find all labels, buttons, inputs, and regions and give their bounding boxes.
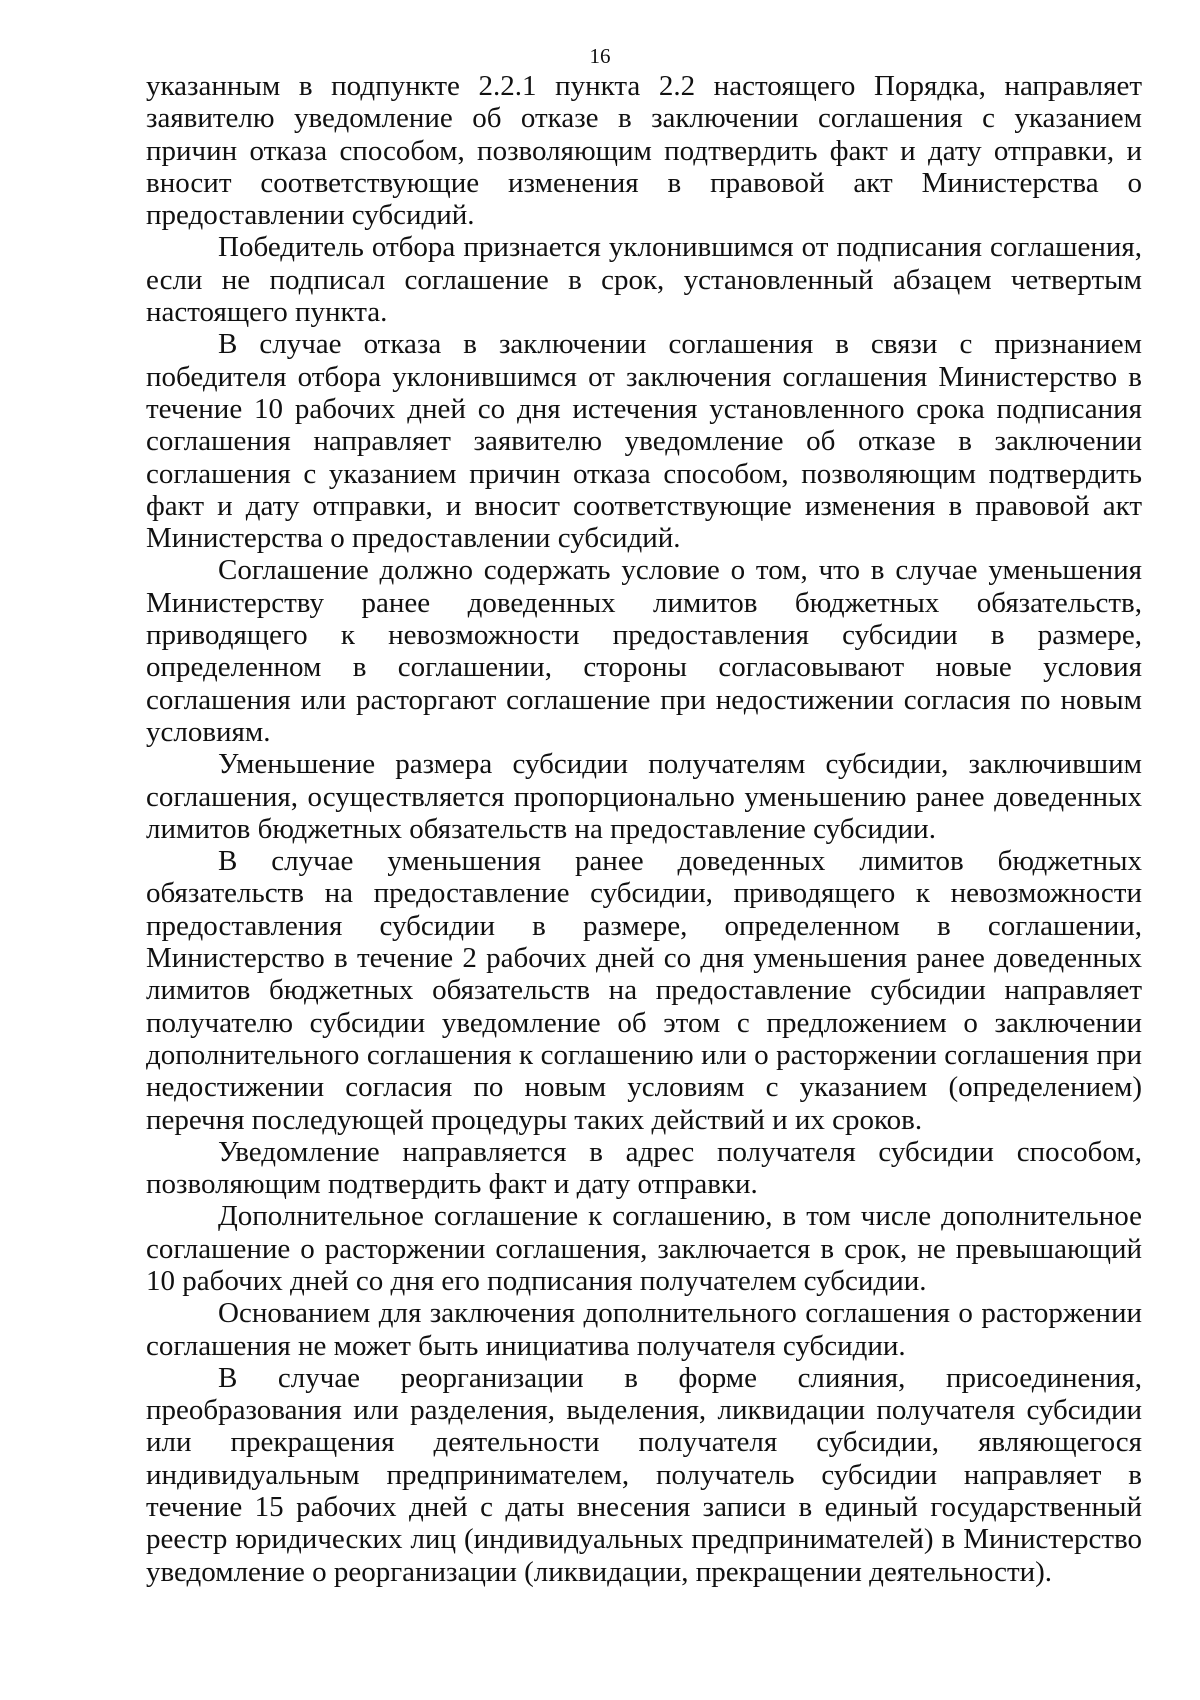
paragraph-notification-delivery: Уведомление направляется в адрес получателя субсидии способом, позволяющим подтвердить факт и дату отправки. — [146, 1135, 1142, 1201]
paragraph-winner-evasion: Победитель отбора признается уклонившимся от подписания соглашения, если не подписал соглашение в срок, установленный абзацем четвертым настоящего пункта. — [146, 231, 1142, 329]
paragraph-continuation: указанным в подпункте 2.2.1 пункта 2.2 настоящего Порядка, направляет заявителю уведомление об отказе в заключении соглашения с указанием причин отказа способом, позволяющим подтвердить факт и дату отправки, и вносит соответствующие изменения в правовой акт Министерства о предоставлении субсидий. — [146, 70, 1142, 232]
paragraph-reorganization: В случае реорганизации в форме слияния, присоединения, преобразования или разделения, выделения, ликвидации получателя субсидии или прекращения деятельности получателя субсидии, являющегося индивидуальным предпринимателем, получатель субсидии направляет в течение 15 рабочих дней с даты внесения записи в единый государственный реестр юридических лиц (индивидуальных предпринимателей) в Министерство уведомление о реорганизации (ликвидации, прекращении деятельности). — [146, 1361, 1142, 1588]
paragraph-agreement-condition: Соглашение должно содержать условие о том, что в случае уменьшения Министерству ранее доведенных лимитов бюджетных обязательств, приводящего к невозможности предоставления субсидии в размере, определенном в соглашении, стороны согласовывают новые условия соглашения или расторгают соглашение при недостижении согласия по новым условиям. — [146, 554, 1142, 748]
paragraph-refusal-notice: В случае отказа в заключении соглашения в связи с признанием победителя отбора уклонившимся от заключения соглашения Министерство в течение 10 рабочих дней со дня истечения установленного срока подписания соглашения направляет заявителю уведомление об отказе в заключении соглашения с указанием причин отказа способом, позволяющим подтвердить факт и дату отправки, и вносит соответствующие изменения в правовой акт Министерства о предоставлении субсидий. — [146, 328, 1142, 555]
paragraph-subsidy-reduction: Уменьшение размера субсидии получателям субсидии, заключившим соглашения, осуществляется пропорционально уменьшению ранее доведенных лимитов бюджетных обязательств на предоставление субсидии. — [146, 748, 1142, 845]
paragraph-additional-agreement: Дополнительное соглашение к соглашению, в том числе дополнительное соглашение о расторжении соглашения, заключается в срок, не превышающий 10 рабочих дней со дня его подписания получателем субсидии. — [146, 1200, 1142, 1297]
paragraph-termination-grounds: Основанием для заключения дополнительного соглашения о расторжении соглашения не может быть инициатива получателя субсидии. — [146, 1297, 1142, 1362]
paragraph-limits-reduction: В случае уменьшения ранее доведенных лимитов бюджетных обязательств на предоставление субсидии, приводящего к невозможности предоставления субсидии в размере, определенном в соглашении, Министерство в течение 2 рабочих дней со дня уменьшения ранее доведенных лимитов бюджетных обязательств на предоставление субсидии направляет получателю субсидии уведомление об этом с предложением о заключении дополнительного соглашения к соглашению или о расторжении соглашения при недостижении согласия по новым условиям с указанием (определением) перечня последующей процедуры таких действий и их сроков. — [146, 845, 1142, 1136]
page-number: 16 — [589, 44, 611, 68]
document-body — [146, 70, 1142, 1588]
